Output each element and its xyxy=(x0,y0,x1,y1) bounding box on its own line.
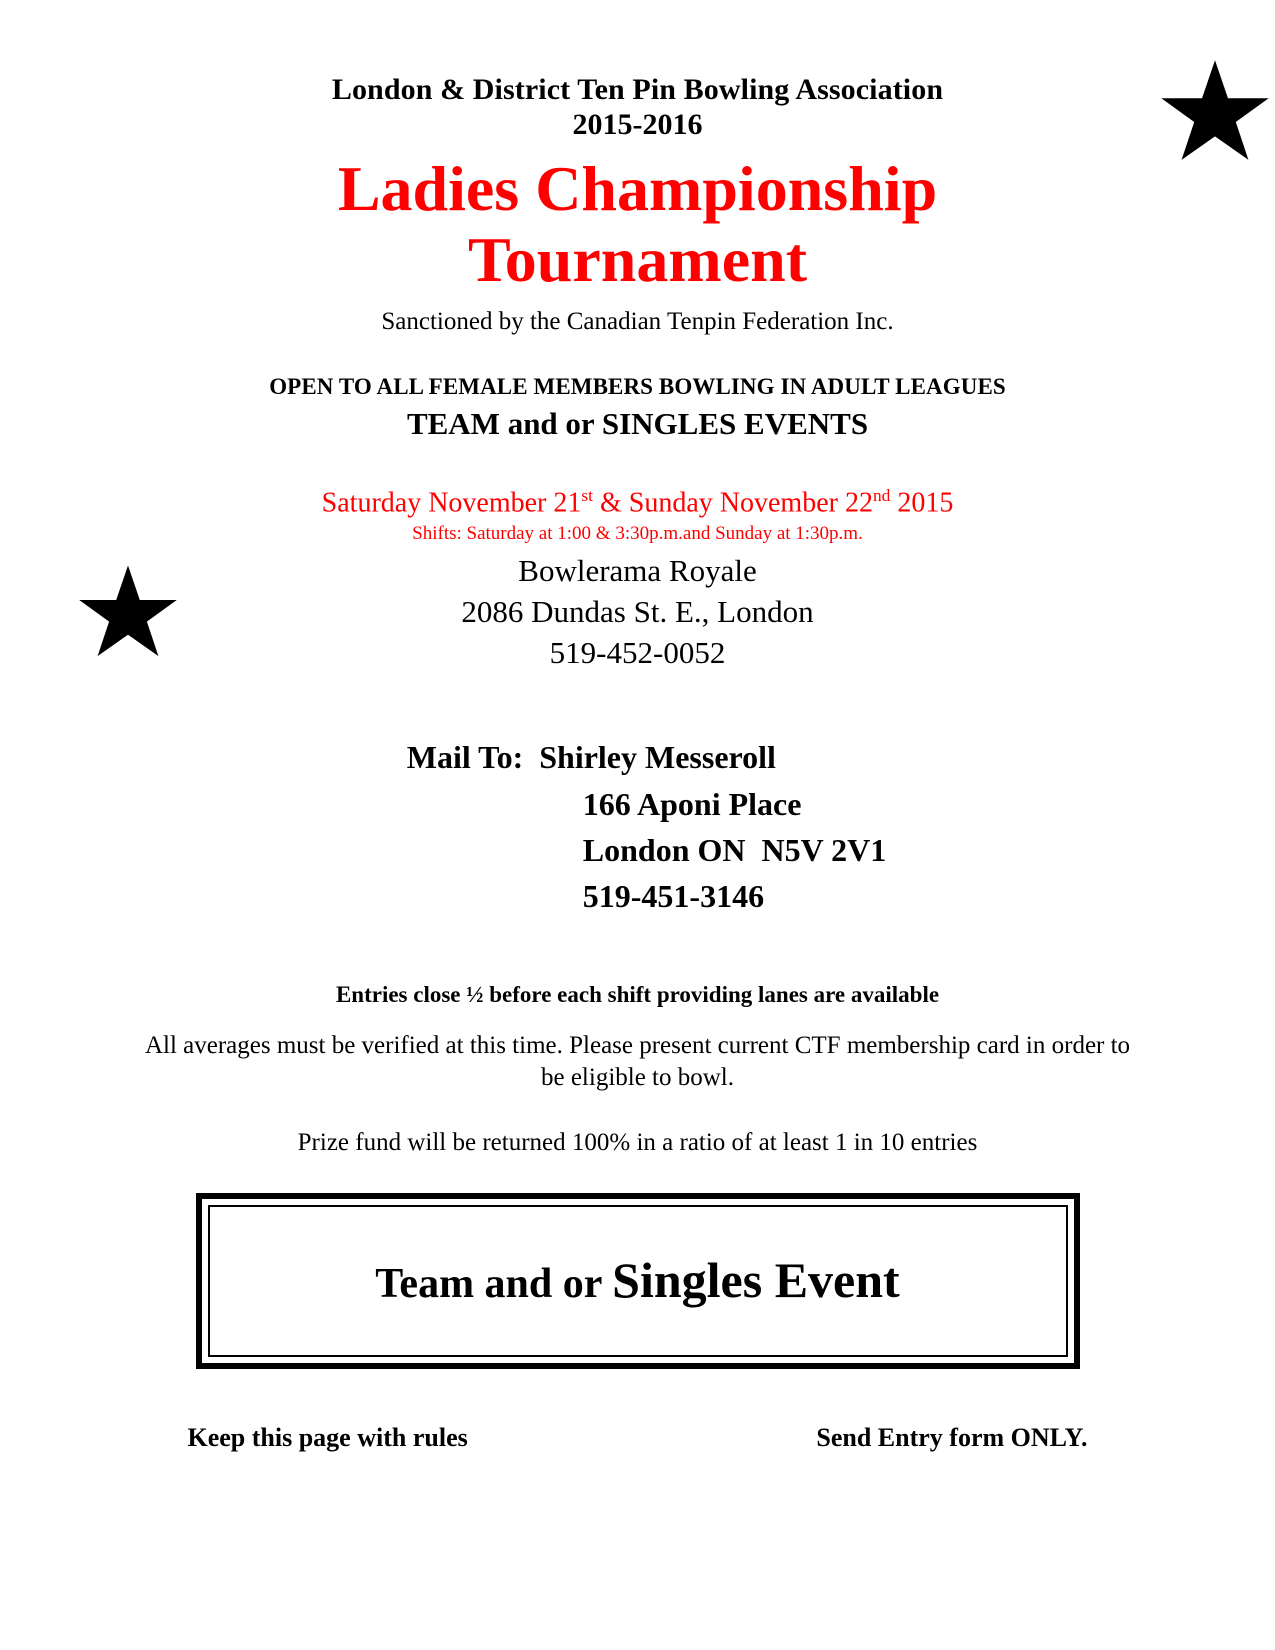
dates-part-3: 2015 xyxy=(890,487,954,519)
footer xyxy=(188,1423,1088,1453)
venue-phone: 519-452-0052 xyxy=(549,635,726,671)
mail-to-row-name xyxy=(407,734,886,780)
open-to-line: OPEN TO ALL FEMALE MEMBERS BOWLING IN ADULT LEAGUES xyxy=(269,374,1006,400)
sanctioned-note: Sanctioned by the Canadian Tenpin Federation Inc. xyxy=(381,308,894,336)
mail-to-city: London ON N5V 2V1 xyxy=(582,831,887,868)
venue-address: 2086 Dundas St. E., London xyxy=(461,594,814,630)
season-year: 2015-2016 xyxy=(572,108,703,142)
venue-block xyxy=(0,551,1275,674)
event-box-text-part2: Singles Event xyxy=(612,1251,900,1308)
event-box-inner xyxy=(208,1205,1068,1357)
event-box-text xyxy=(210,1251,1066,1309)
tournament-dates xyxy=(0,486,1275,519)
dates-part-2: & Sunday November 22 xyxy=(592,487,873,519)
averages-note: All averages must be verified at this time. Please present current CTF membership card in order to be eligible to bowl. xyxy=(144,1031,1131,1092)
main-title-line2: Tournament xyxy=(467,224,808,296)
entries-close-note: Entries close ½ before each shift providing lanes are available xyxy=(335,981,940,1007)
dates-part-1: Saturday November 21 xyxy=(321,487,582,519)
main-title-line1: Ladies Championship xyxy=(337,152,938,224)
shifts-line: Shifts: Saturday at 1:00 & 3:30p.m.and Sunday at 1:30p.m. xyxy=(412,523,863,545)
mail-to-phone: 519-451-3146 xyxy=(582,878,765,915)
dates-ordinal-1: st xyxy=(581,486,593,506)
prize-fund-note: Prize fund will be returned 100% in a ratio of at least 1 in 10 entries xyxy=(297,1128,978,1156)
dates-ordinal-2: nd xyxy=(872,486,891,506)
events-line: TEAM and or SINGLES EVENTS xyxy=(406,406,869,442)
mail-to-name: Shirley Messeroll xyxy=(539,739,776,776)
mail-to-block xyxy=(0,734,1275,920)
event-box xyxy=(196,1193,1080,1369)
event-box-text-part1: Team and or xyxy=(375,1260,613,1307)
footer-right-note: Send Entry form ONLY. xyxy=(816,1422,1088,1452)
association-title: London & District Ten Pin Bowling Association xyxy=(331,73,944,106)
main-title xyxy=(0,153,1275,296)
mail-to-street: 166 Aponi Place xyxy=(582,785,802,822)
footer-left-note: Keep this page with rules xyxy=(187,1422,468,1452)
mail-to-label: Mail To: xyxy=(406,739,524,776)
venue-name: Bowlerama Royale xyxy=(518,553,757,589)
